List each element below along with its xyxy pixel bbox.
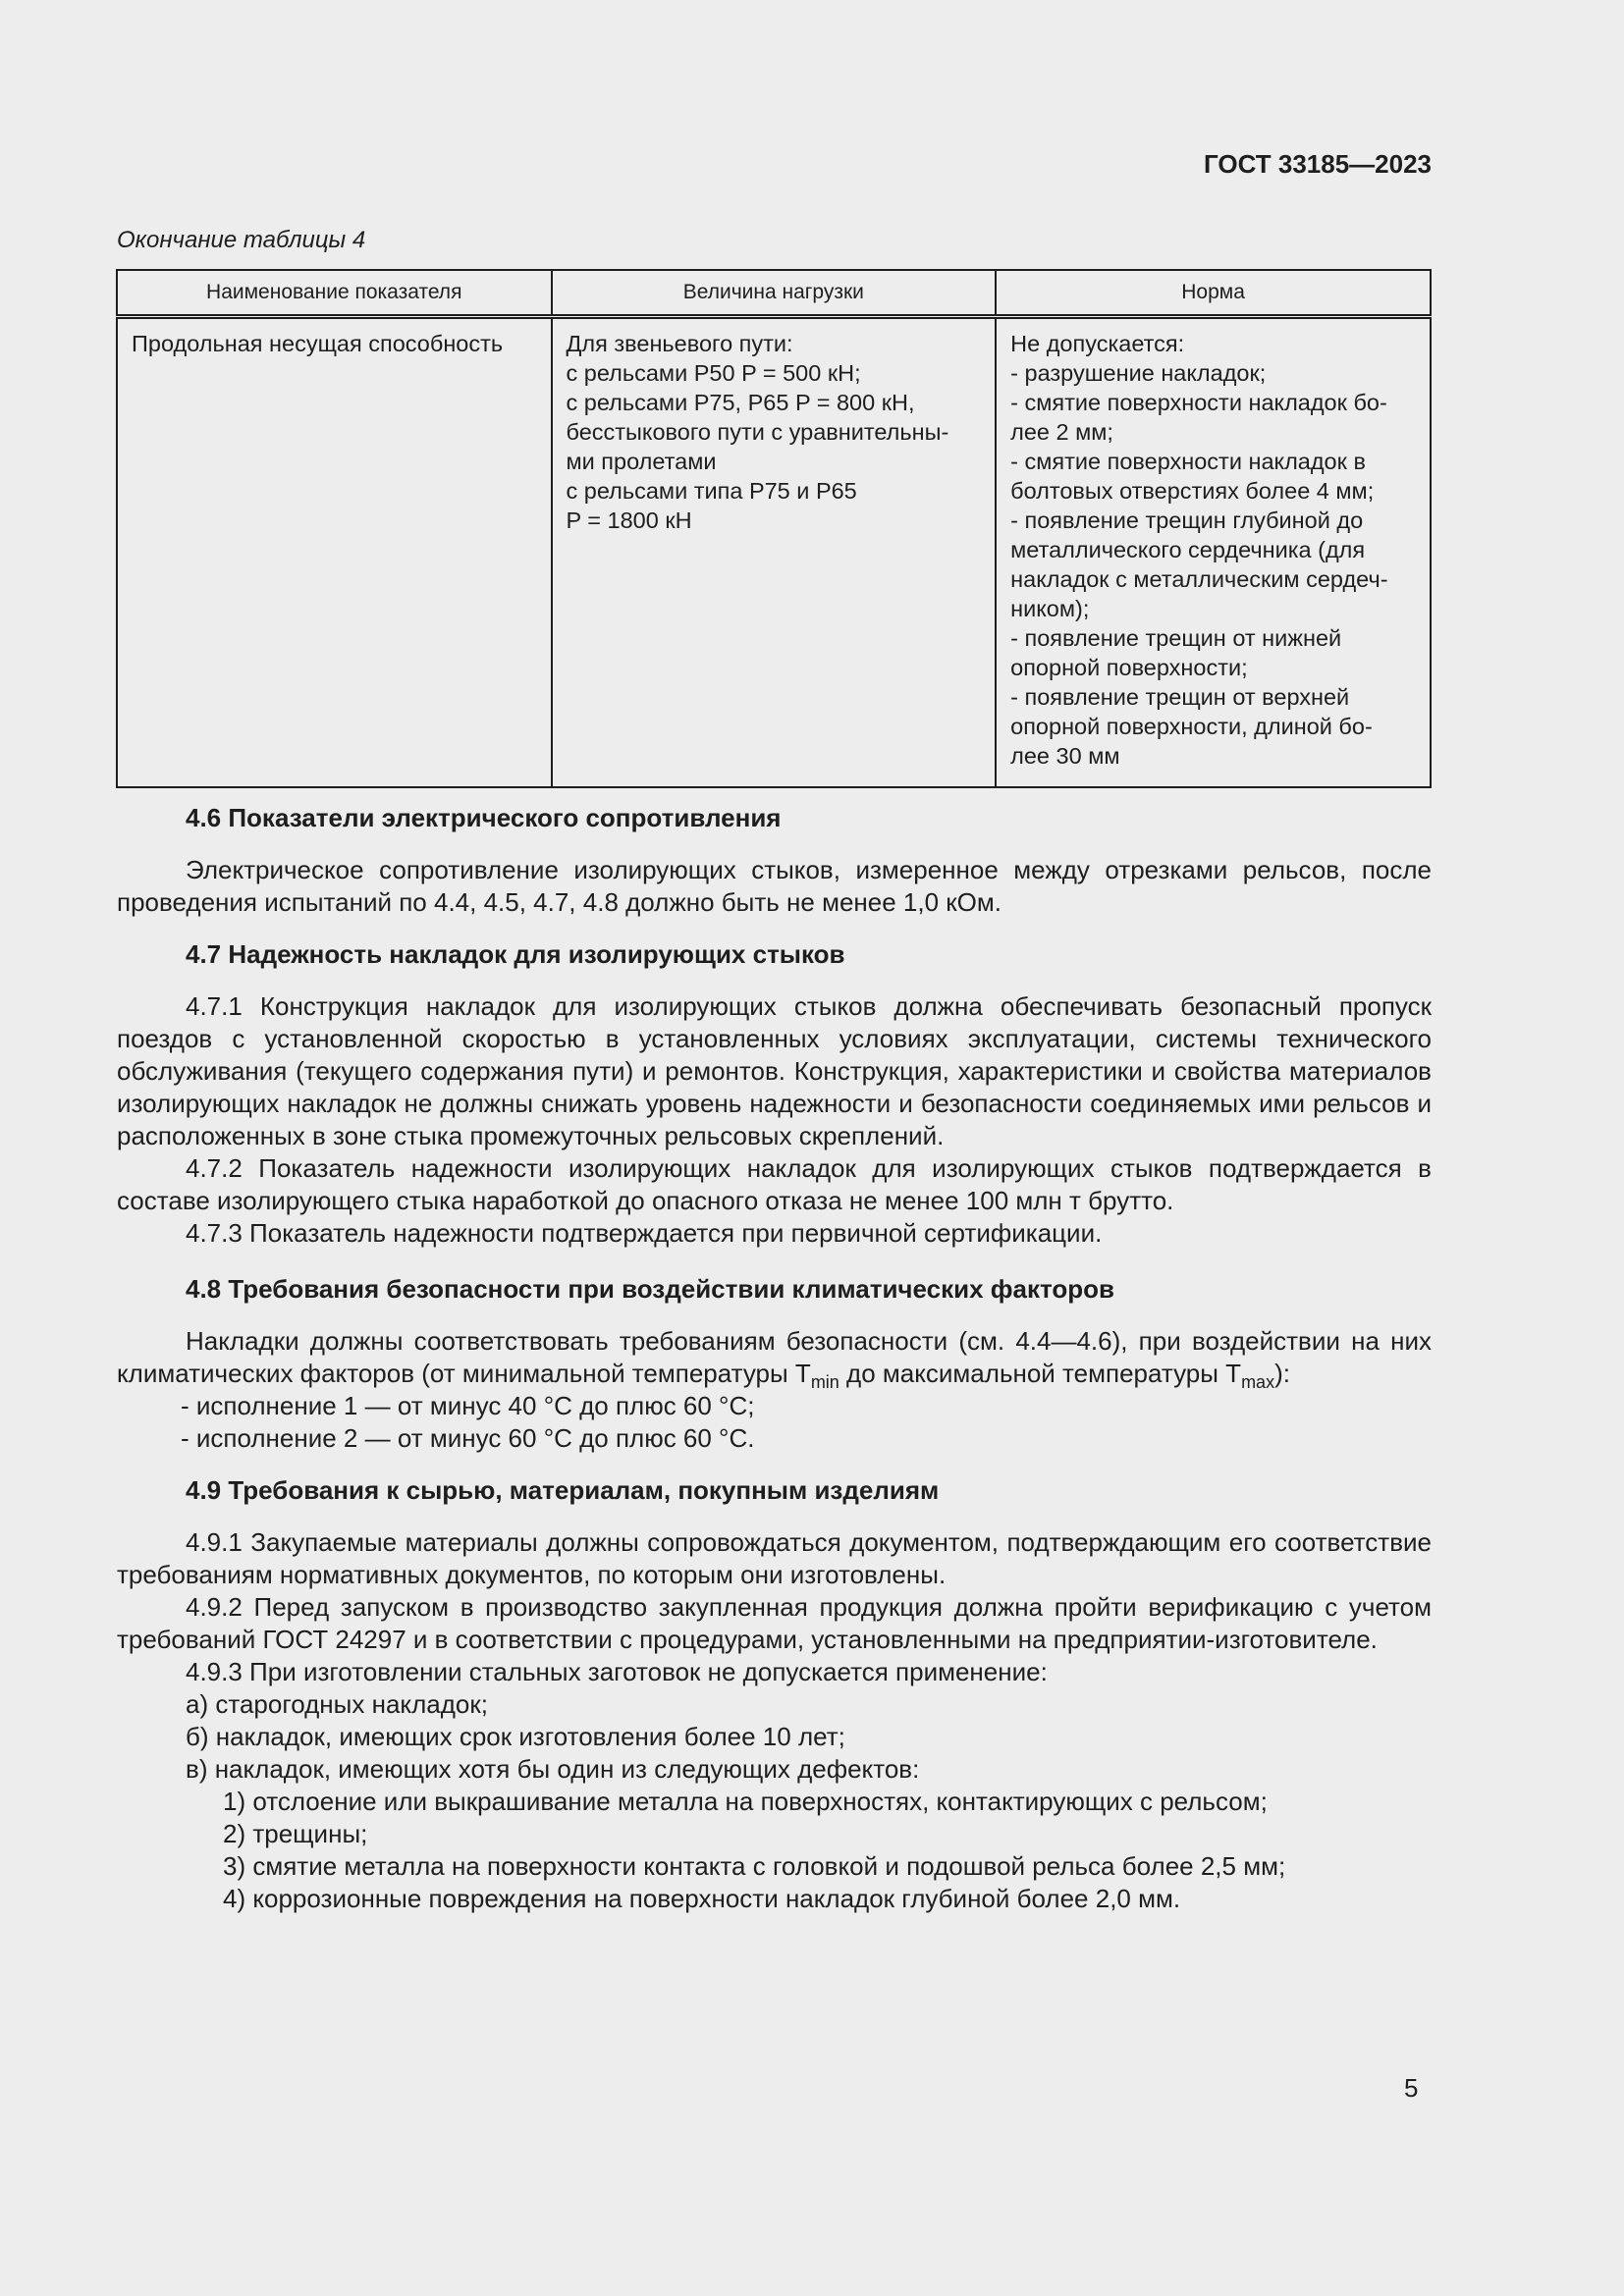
norm-line: - появление трещин от нижней	[1010, 625, 1342, 651]
page-number: 5	[1404, 2073, 1419, 2103]
column-header: Величина нагрузки	[552, 270, 997, 317]
list-item: в) накладок, имеющих хотя бы один из следующих дефектов:	[186, 1754, 920, 1784]
section-4-8	[117, 1273, 1432, 1455]
section-heading: 4.9 Требования к сырью, материалам, покупным изделиям	[186, 1475, 940, 1505]
section-4-9	[117, 1474, 1432, 1915]
list-subitem: 2) трещины;	[223, 1819, 368, 1848]
norm-line: - смятие поверхности накладок бо-	[1010, 390, 1387, 415]
norm-line: ником);	[1010, 596, 1090, 621]
load-line: ми пролетами	[566, 449, 717, 474]
section-heading: 4.7 Надежность накладок для изолирующих стыков	[186, 939, 845, 969]
load-line: бесстыкового пути с уравнительны-	[566, 419, 949, 445]
subscript: max	[1241, 1372, 1275, 1392]
load-cell	[552, 317, 997, 788]
norm-line: лее 30 мм	[1010, 743, 1120, 769]
requirements-table	[116, 269, 1432, 788]
norm-line: - появление трещин от верхней	[1010, 684, 1350, 710]
norm-line: Не допускается:	[1010, 331, 1185, 356]
load-line: Для звеньевого пути:	[566, 331, 793, 356]
table-caption: Окончание таблицы 4	[117, 227, 366, 253]
paragraph: 4.7.3 Показатель надежности подтверждается при первичной сертификации.	[186, 1218, 1103, 1248]
norm-line: - разрушение накладок;	[1010, 360, 1267, 386]
load-line: с рельсами Р75, Р65 P = 800 кН,	[566, 390, 915, 415]
norm-line: лее 2 мм;	[1010, 419, 1113, 445]
paragraph: 4.9.1 Закупаемые материалы должны сопровождаться документом, подтверждающим его соответствие требованиям нормативных документов, по которым они изготовлены.	[117, 1527, 1432, 1589]
load-line: с рельсами типа Р75 и Р65	[566, 478, 857, 504]
section-heading: 4.8 Требования безопасности при воздействии климатических факторов	[186, 1274, 1115, 1304]
section-heading: 4.6 Показатели электрического сопротивления	[186, 803, 782, 832]
paragraph-text: Накладки должны соответствовать требованиям безопасности (см. 4.4—4.6), при воздействии на них климатических факторов (от минимальной температуры T	[117, 1326, 1432, 1388]
document-id: ГОСТ 33185—2023	[1204, 149, 1432, 179]
table-header-row	[117, 270, 1431, 317]
paragraph-text: до максимальной температуры T	[839, 1359, 1242, 1388]
paragraph-text: ):	[1274, 1359, 1290, 1388]
norm-line: - смятие поверхности накладок в	[1010, 449, 1366, 474]
norm-line: опорной поверхности, длиной бо-	[1010, 714, 1373, 739]
section-4-6	[117, 802, 1432, 919]
paragraph: 4.9.3 При изготовлении стальных заготовок не допускается применение:	[186, 1657, 1048, 1686]
paragraph: 4.7.2 Показатель надежности изолирующих накладок для изолирующих стыков подтверждается в составе изолирующего стыка наработкой до опасного отказа не менее 100 млн т брутто.	[117, 1153, 1432, 1215]
paragraph	[117, 1325, 1432, 1390]
paragraph: Электрическое сопротивление изолирующих стыков, измеренное между отрезками рельсов, после проведения испытаний по 4.4, 4.5, 4.7, 4.8 должно быть не менее 1,0 кОм.	[117, 855, 1432, 917]
table-row	[117, 317, 1431, 788]
list-item: - исполнение 1 — от минус 40 °С до плюс 60 °С;	[181, 1391, 755, 1420]
norm-line: - появление трещин глубиной до	[1010, 507, 1364, 533]
list-subitem: 4) коррозионные повреждения на поверхности накладок глубиной более 2,0 мм.	[223, 1884, 1181, 1913]
norm-line: накладок с металлическим сердеч-	[1010, 566, 1388, 592]
section-4-7	[117, 938, 1432, 1250]
norm-line: болтовых отверстиях более 4 мм;	[1010, 478, 1375, 504]
norm-line: опорной поверхности;	[1010, 655, 1248, 680]
list-subitem: 1) отслоение или выкрашивание металла на поверхностях, контактирующих с рельсом;	[223, 1787, 1268, 1816]
list-subitem: 3) смятие металла на поверхности контакта с головкой и подошвой рельса более 2,5 мм;	[223, 1851, 1286, 1881]
list-item: а) старогодных накладок;	[186, 1689, 488, 1719]
paragraph: 4.9.2 Перед запуском в производство закупленная продукция должна пройти верификацию с учетом требований ГОСТ 24297 и в соответствии с процедурами, установленными на предприятии-изготовителе.	[117, 1592, 1432, 1654]
column-header: Наименование показателя	[117, 270, 552, 317]
load-line: P = 1800 кН	[566, 507, 692, 533]
list-item: б) накладок, имеющих срок изготовления более 10 лет;	[186, 1722, 845, 1751]
list-item: - исполнение 2 — от минус 60 °С до плюс 60 °С.	[181, 1423, 755, 1453]
norm-cell	[996, 317, 1431, 788]
indicator-name-cell: Продольная несущая способность	[117, 317, 552, 788]
subscript: min	[810, 1372, 839, 1392]
paragraph: 4.7.1 Конструкция накладок для изолирующих стыков должна обеспечивать безопасный пропуск поездов с установленной скоростью в установленных условиях эксплуатации, системы технического обслуживания (текущего содержания пути) и ремонтов. Конструкция, характеристики и свойства материалов изолирующих накладок не должны снижать уровень надежности и безопасности соединяемых ими рельсов и расположенных в зоне стыка промежуточных рельсовых скреплений.	[117, 991, 1432, 1150]
norm-line: металлического сердечника (для	[1010, 537, 1366, 562]
column-header: Норма	[996, 270, 1431, 317]
load-line: с рельсами Р50 P = 500 кН;	[566, 360, 861, 386]
